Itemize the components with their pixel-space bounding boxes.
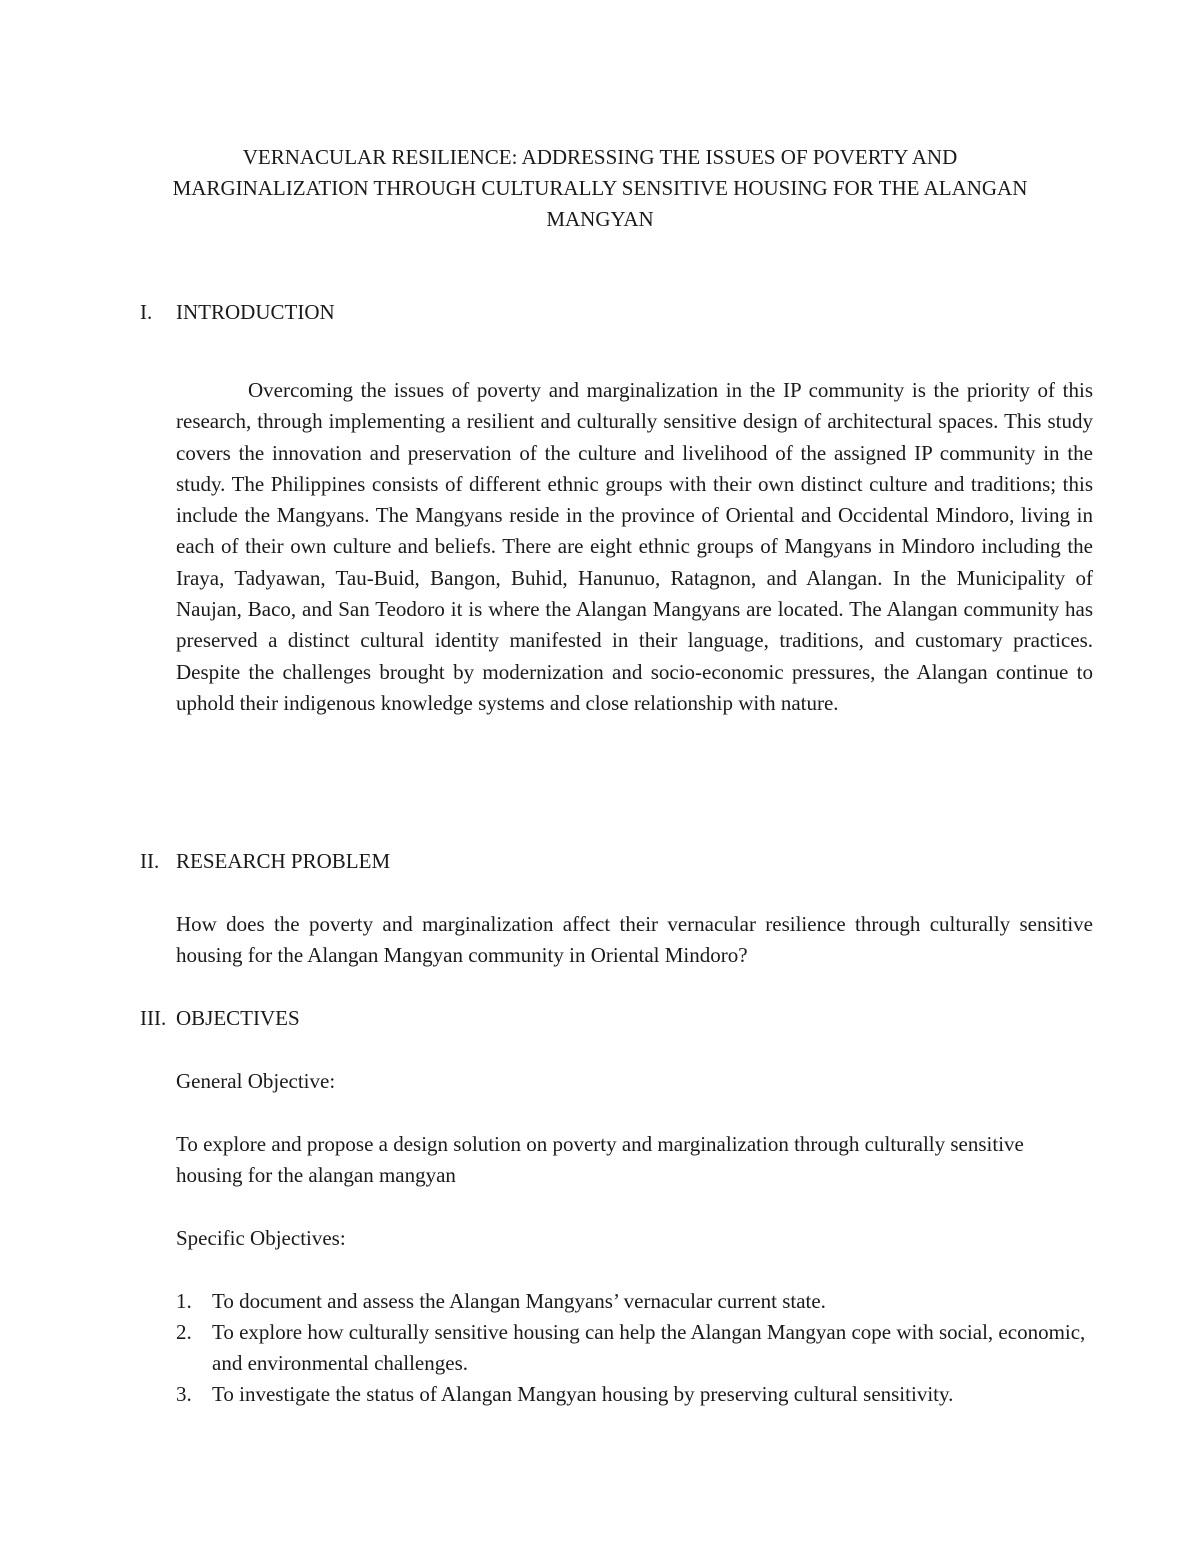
section-numeral: II.	[140, 849, 160, 873]
list-item	[176, 1286, 1096, 1317]
specific-objectives-label: Specific Objectives:	[176, 1226, 346, 1250]
section-numeral: III.	[140, 1006, 167, 1030]
section-title: INTRODUCTION	[176, 300, 335, 324]
general-objective-text: To explore and propose a design solution on poverty and marginalization through culturally sensitive housing for the alangan mangyan	[176, 1132, 1024, 1188]
general-objective-label: General Objective:	[176, 1069, 336, 1093]
section-heading-objectives	[140, 1003, 300, 1034]
section-numeral: I.	[140, 300, 153, 324]
section-title: OBJECTIVES	[176, 1006, 300, 1030]
research-problem-paragraph: How does the poverty and marginalization affect their vernacular resilience through culturally sensitive housing for the Alangan Mangyan community in Oriental Mindoro?	[176, 912, 1093, 968]
title-line-3: MANGYAN	[546, 207, 654, 231]
title-line-1: VERNACULAR RESILIENCE: ADDRESSING THE ISSUES OF POVERTY AND	[242, 145, 958, 169]
list-item-number: 1.	[176, 1289, 192, 1313]
list-item-number: 3.	[176, 1382, 192, 1406]
list-item-text: To investigate the status of Alangan Mangyan housing by preserving cultural sensitivity.	[212, 1382, 954, 1406]
specific-objectives-list	[176, 1286, 1096, 1410]
list-item	[176, 1317, 1096, 1379]
document-title	[100, 142, 1100, 235]
list-item-number: 2.	[176, 1320, 192, 1344]
list-item-text: To explore how culturally sensitive housing can help the Alangan Mangyan cope with social, economic, and environmental challenges.	[212, 1320, 1086, 1375]
section-title: RESEARCH PROBLEM	[176, 849, 391, 873]
introduction-paragraph: Overcoming the issues of poverty and marginalization in the IP community is the priority of this research, through implementing a resilient and culturally sensitive design of architectural spaces. This study covers the innovation and preservation of the culture and livelihood of the assigned IP community in the study. The Philippines consists of different ethnic groups with their own distinct culture and traditions; this include the Mangyans. The Mangyans reside in the province of Oriental and Occidental Mindoro, living in each of their own culture and beliefs. There are eight ethnic groups of Mangyans in Mindoro including the Iraya, Tadyawan, Tau-Buid, Bangon, Buhid, Hanunuo, Ratagnon, and Alangan. In the Municipality of Naujan, Baco, and San Teodoro it is where the Alangan Mangyans are located. The Alangan community has preserved a distinct cultural identity manifested in their language, traditions, and customary practices. Despite the challenges brought by modernization and socio-economic pressures, the Alangan continue to uphold their indigenous knowledge systems and close relationship with nature.	[176, 378, 1093, 715]
title-line-2: MARGINALIZATION THROUGH CULTURALLY SENSITIVE HOUSING FOR THE ALANGAN	[172, 176, 1028, 200]
section-heading-introduction	[140, 297, 335, 328]
list-item	[176, 1379, 1096, 1410]
list-item-text: To document and assess the Alangan Mangyans’ vernacular current state.	[212, 1289, 826, 1313]
section-heading-research-problem	[140, 846, 390, 877]
